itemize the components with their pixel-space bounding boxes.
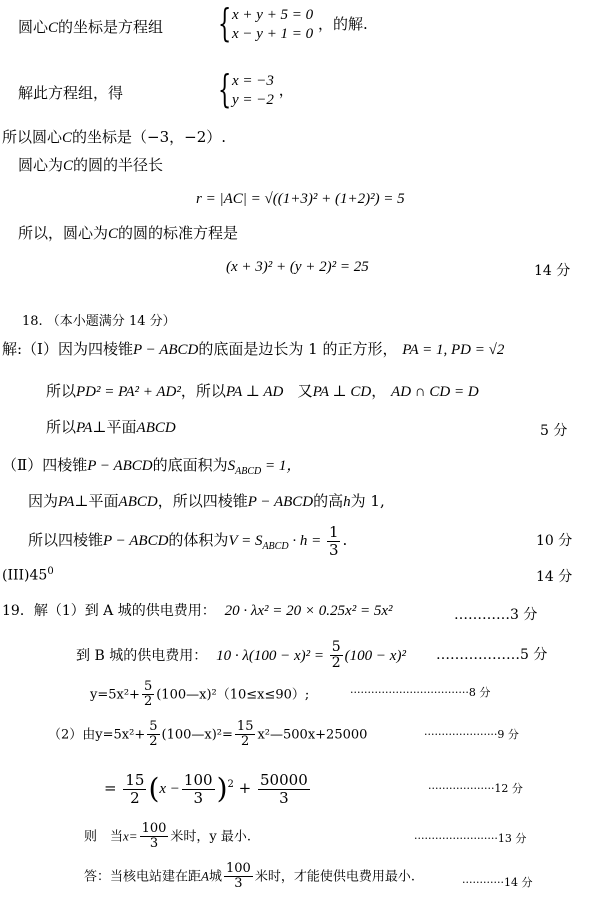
fraction — [142, 680, 154, 710]
text: 城 — [208, 869, 222, 885]
text: 圆心为 — [18, 156, 64, 174]
denominator: 2 — [130, 788, 140, 807]
numerator: 15 — [236, 719, 254, 734]
math: PA — [58, 494, 75, 510]
text: 的底面是边长为 1 的正方形， — [198, 340, 398, 358]
text: ⊥平面 — [92, 418, 137, 436]
p19-score-5: ………………5 分 — [436, 647, 548, 663]
text: ，的解. — [317, 14, 368, 33]
math: + — [238, 779, 252, 797]
fraction — [224, 862, 253, 892]
math: AD ∩ CD = D — [391, 384, 479, 400]
text: 的圆的标准方程是 — [118, 224, 239, 242]
p18-part3 — [2, 566, 54, 584]
math: P − ABCD — [87, 458, 153, 474]
superscript: 2 — [227, 779, 234, 790]
p17-center-coords — [2, 128, 226, 147]
math-subscript: ABCD — [262, 541, 289, 552]
denominator: 3 — [328, 540, 339, 559]
math: PA = 1, PD = √2 — [402, 342, 505, 358]
solution-system — [218, 67, 274, 111]
p18-part1-line2: 所以PD² = PA² + AD²，所以PA ⊥ AD 又PA ⊥ CD， AD ∩ CD = D — [46, 382, 479, 400]
math: 10 · λ(100 − x)² = — [216, 647, 328, 664]
math: C — [63, 158, 74, 174]
math: C — [48, 20, 59, 36]
equation-row: x + y + 5 = 0 — [232, 7, 314, 23]
p18-score-1: 5 分 — [540, 423, 568, 439]
numerator: 15 — [125, 771, 145, 789]
text: 解:（Ⅰ）因为四棱锥 — [2, 340, 133, 358]
text: 所以 — [46, 418, 77, 436]
text: （Ⅱ）四棱锥 — [2, 456, 88, 474]
text: (III)45 — [2, 567, 48, 584]
numerator: 50000 — [260, 771, 308, 789]
math: P − ABCD — [132, 342, 199, 358]
paren-right: ) — [216, 772, 228, 806]
text: 的坐标是（−3，−2）. — [72, 128, 227, 146]
math: PA ⊥ CD — [312, 384, 372, 400]
p19-line6 — [84, 822, 251, 852]
equation-row: y = −2 — [232, 91, 274, 108]
text: 则 当 — [84, 829, 124, 845]
denominator: 2 — [241, 734, 250, 750]
text: 所以圆心 — [2, 128, 63, 146]
paren-left: ( — [148, 772, 160, 806]
text: ， — [278, 80, 294, 99]
p19-score-3: …………3 分 — [454, 607, 538, 623]
p17-radius-label — [18, 156, 163, 175]
text: （2）由 — [48, 727, 96, 743]
p19-score-12: ···················12 分 — [428, 782, 523, 795]
text: 答：当核电站建在距 — [84, 869, 202, 885]
numerator: 5 — [149, 719, 158, 734]
fraction — [235, 720, 256, 750]
p18-part1-line1 — [2, 340, 504, 359]
math: · h = — [288, 533, 325, 549]
text: 为 1, — [350, 492, 385, 510]
numerator: 100 — [141, 821, 167, 836]
text: 米时，才能使供电费用最小. — [254, 869, 415, 885]
fraction — [327, 524, 341, 558]
denominator: 2 — [331, 655, 341, 672]
math: y=5x²+ — [95, 727, 146, 743]
p18-part1-line3 — [46, 418, 176, 437]
p17-equation-system — [218, 1, 368, 45]
math: PA — [76, 420, 93, 436]
denominator: 2 — [149, 734, 158, 750]
text: 的圆的半径长 — [73, 156, 164, 174]
denominator: 2 — [143, 694, 153, 710]
p17-solution-system — [218, 67, 294, 111]
text: 所以四棱锥 — [28, 531, 104, 549]
text: ，所以四棱锥 — [157, 492, 248, 510]
numerator: 5 — [331, 639, 341, 655]
p17-solve-line — [18, 84, 123, 102]
math: x²—500x+25000 — [257, 727, 368, 743]
p19-line2 — [76, 640, 406, 672]
math: P − ABCD — [247, 494, 314, 510]
equation-system — [218, 1, 314, 45]
fraction — [258, 772, 310, 806]
denominator: 3 — [234, 876, 243, 892]
p18-score-2: 10 分 — [536, 533, 573, 549]
p17-radius-equation: r = |AC| = √((1+3)² + (1+2)²) = 5 — [196, 191, 405, 207]
p19-line4 — [48, 720, 367, 750]
math: S — [227, 458, 236, 474]
p19-score-8: ··································8 分 — [350, 686, 491, 699]
math: A — [201, 868, 209, 884]
math: y=5x²+ — [90, 687, 140, 703]
text: ⊥平面 — [74, 492, 119, 510]
math: = — [104, 779, 117, 797]
text: 的底面积为 — [152, 456, 228, 474]
math: C — [108, 226, 119, 242]
math: C — [62, 130, 73, 146]
text: 所以，圆心为 — [18, 224, 109, 242]
text: ，所以 — [180, 382, 226, 400]
text: 到 B 城的供电费用： — [76, 647, 208, 664]
fraction — [182, 772, 215, 806]
brace-glyph: { — [218, 1, 232, 45]
p18-part2-line2 — [28, 492, 385, 511]
fraction — [330, 640, 343, 672]
numerator: 100 — [225, 861, 251, 876]
text: 的高 — [313, 492, 344, 510]
denominator: 3 — [149, 836, 159, 852]
math: PD² = PA² + AD² — [76, 384, 181, 400]
math: (100—x)²= — [161, 727, 233, 743]
math: ABCD — [136, 420, 176, 436]
p19-score-9: ·····················9 分 — [424, 728, 519, 741]
p18-part2-line3 — [28, 524, 347, 558]
p19-score-13: ························13 分 — [414, 832, 527, 845]
text: 的体积为 — [168, 531, 229, 549]
math: = 1， — [261, 458, 302, 474]
math: ABCD — [118, 494, 158, 510]
text: 又 — [297, 382, 313, 400]
fraction — [140, 822, 169, 852]
p19-score-14: ············14 分 — [462, 876, 533, 889]
p19-line1 — [2, 602, 392, 620]
equation-row: x = −3 — [232, 73, 274, 89]
text: 19．解（1）到 A 城的供电费用： — [2, 603, 216, 619]
text: 米时，y 最小. — [170, 829, 251, 845]
equation-row: x − y + 1 = 0 — [232, 25, 314, 42]
p18-score-3: 14 分 — [536, 569, 573, 585]
superscript: 0 — [47, 566, 54, 577]
p19-answer — [84, 862, 415, 892]
numerator: 100 — [183, 771, 213, 789]
text: . — [342, 531, 348, 549]
p18-heading: 18. （本小题满分 14 分） — [22, 314, 176, 329]
math: h — [343, 494, 351, 510]
math: 20 · λx² = 20 × 0.25x² = 5x² — [224, 603, 393, 619]
math: (100 − x)² — [344, 647, 406, 664]
math: P − ABCD — [103, 533, 169, 549]
p17-std-equation: (x + 3)² + (y + 2)² = 25 — [226, 259, 369, 275]
p19-line5 — [104, 772, 312, 806]
text: 圆心 — [18, 18, 49, 36]
p17-line-system — [18, 18, 163, 37]
math-subscript: ABCD — [235, 466, 262, 477]
fraction — [147, 720, 159, 750]
text: 的坐标是方程组 — [58, 18, 164, 36]
numerator: 5 — [143, 679, 153, 694]
math: (100—x)²（10≤x≤90）; — [156, 687, 310, 703]
math: V = S — [228, 533, 263, 549]
p17-std-label — [18, 224, 238, 243]
math: PA ⊥ AD — [225, 384, 284, 400]
numerator: 1 — [328, 523, 339, 541]
denominator: 3 — [193, 788, 204, 807]
denominator: 3 — [279, 788, 289, 807]
brace-glyph: { — [218, 67, 232, 111]
text: 所以 — [46, 382, 77, 400]
math: x − — [159, 781, 180, 797]
text: 解此方程组，得 — [18, 84, 124, 102]
math: x= — [123, 828, 138, 844]
fraction — [123, 772, 146, 806]
text: 因为 — [28, 492, 59, 510]
p17-score: 14 分 — [534, 263, 571, 279]
p19-line3 — [90, 680, 309, 710]
p18-part2-line1 — [2, 456, 301, 478]
